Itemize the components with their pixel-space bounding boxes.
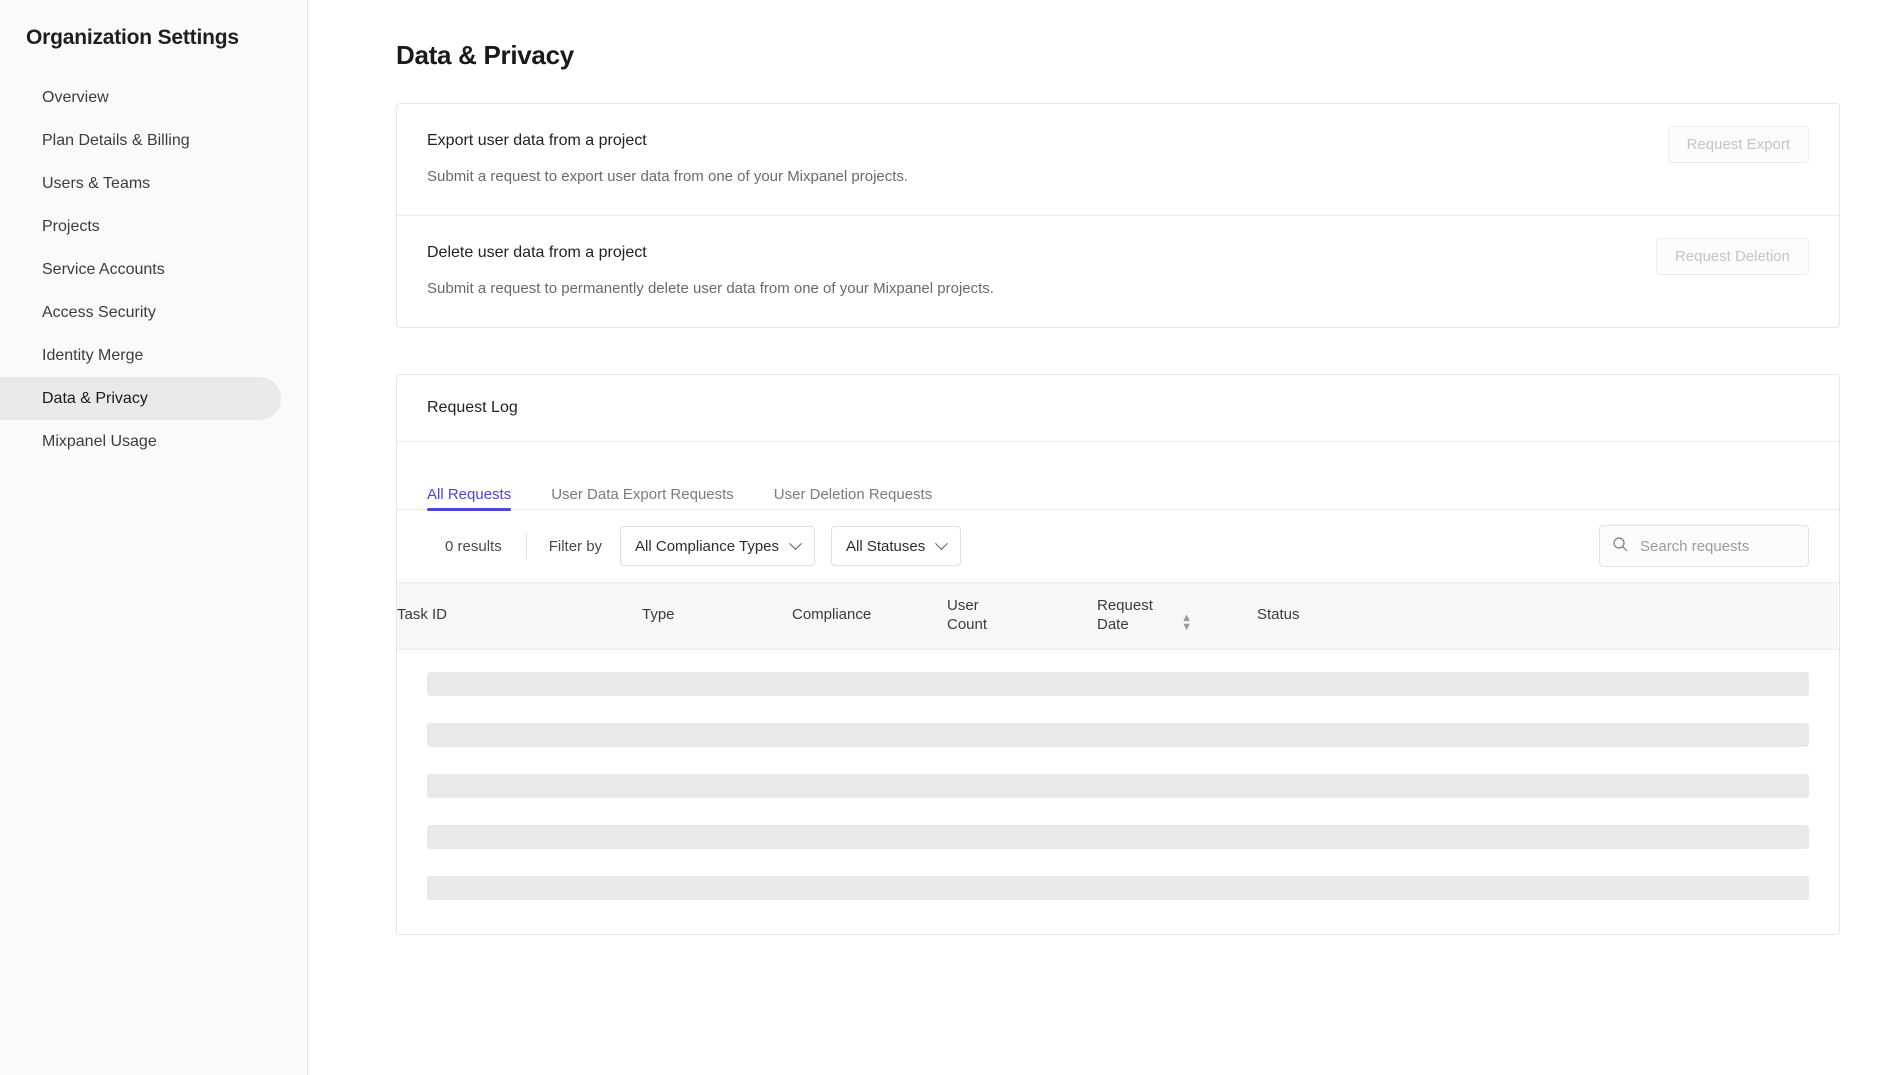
request-deletion-button[interactable]: Request Deletion [1656,238,1809,275]
column-label: User Count [947,597,988,633]
sidebar-item-data-privacy[interactable] [0,377,281,420]
compliance-type-select[interactable] [620,526,815,566]
sidebar-item-label: Access Security [42,303,156,321]
page-title: Data & Privacy [396,40,574,70]
chevron-down-icon [935,537,948,550]
search-icon [1612,536,1628,557]
column-label: Task ID [397,606,448,624]
tab-user-data-export-requests[interactable] [551,486,734,519]
request-log-table-head [397,583,1839,650]
results-count: 0 results [445,537,502,555]
compliance-type-value: All Compliance Types [635,537,780,555]
skeleton-row [427,825,1809,849]
sidebar-item-access-security[interactable] [0,291,281,334]
sidebar-item-label: Plan Details & Billing [42,131,190,149]
request-log-table [397,582,1839,650]
table-header-row [397,583,1839,650]
sort-arrows-icon[interactable]: ▲ ▼ [1181,611,1193,633]
sidebar [0,0,308,1075]
chevron-down-icon [789,537,802,550]
search-requests-box[interactable] [1599,525,1809,567]
delete-request-title: Delete user data from a project [427,244,647,261]
sidebar-item-overview[interactable] [0,76,281,119]
skeleton-row [427,774,1809,798]
skeleton-row [427,876,1809,900]
search-input[interactable] [1638,537,1796,556]
export-request-row [397,104,1839,215]
column-label: Type [642,606,675,624]
column-header-type[interactable] [642,583,792,650]
skeleton-row [427,723,1809,747]
sidebar-title: Organization Settings [26,26,239,49]
column-label: Compliance [792,606,872,624]
sidebar-item-projects[interactable] [0,205,281,248]
column-label: Status [1257,606,1300,624]
delete-request-description: Submit a request to permanently delete user data from one of your Mixpanel projects. [427,280,994,297]
sidebar-item-label: Data & Privacy [42,389,148,407]
tab-all-requests[interactable] [427,486,511,519]
main-content [308,0,1886,1075]
export-request-title: Export user data from a project [427,132,647,149]
request-log-card [396,374,1840,935]
sidebar-item-service-accounts[interactable] [0,248,281,291]
request-log-header: Request Log [397,375,1839,442]
filters-bar [397,510,1839,582]
delete-request-row [397,215,1839,327]
sidebar-item-users-teams[interactable] [0,162,281,205]
column-label: Request Date [1097,597,1153,633]
sidebar-item-label: Service Accounts [42,260,165,278]
sidebar-item-label: Projects [42,217,100,235]
filters-divider [526,533,527,559]
column-header-compliance[interactable] [792,583,947,650]
data-requests-card [396,103,1840,328]
sidebar-item-label: Mixpanel Usage [42,432,157,450]
sidebar-nav [0,76,307,463]
column-header-task-id[interactable] [397,583,642,650]
tab-label: User Data Export Requests [551,486,734,503]
tab-label: All Requests [427,486,512,503]
column-header-user-count[interactable] [947,583,1097,650]
skeleton-row [427,672,1809,696]
export-request-description: Submit a request to export user data from one of your Mixpanel projects. [427,168,909,185]
tab-label: User Deletion Requests [773,486,933,503]
table-loading-placeholder [397,650,1839,934]
tab-user-deletion-requests[interactable] [774,486,932,519]
sidebar-item-label: Identity Merge [42,346,144,364]
sidebar-item-identity-merge[interactable] [0,334,281,377]
request-log-tabs [397,442,1839,510]
request-export-button[interactable]: Request Export [1668,126,1809,163]
status-value: All Statuses [846,537,926,555]
sidebar-item-label: Users & Teams [42,174,151,192]
status-select[interactable] [831,526,961,566]
filter-by-label: Filter by [548,537,603,555]
sidebar-item-mixpanel-usage[interactable] [0,420,281,463]
column-header-status[interactable] [1257,583,1839,650]
column-header-request-date[interactable] [1097,583,1257,650]
sidebar-item-plan-details-billing[interactable] [0,119,281,162]
sidebar-item-label: Overview [42,88,109,106]
